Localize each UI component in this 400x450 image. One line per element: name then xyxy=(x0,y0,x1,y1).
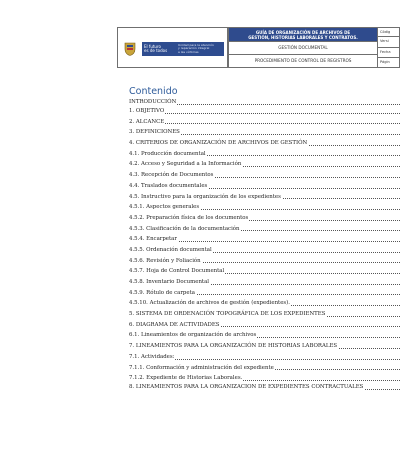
toc-entry[interactable]: 4.5.3. Clasificación de la documentación xyxy=(129,224,400,235)
toc-entry[interactable]: 6. DIAGRAMA DE ACTIVIDADES xyxy=(129,320,400,331)
toc-entry[interactable]: 4.5.1. Aspectos generales xyxy=(129,202,400,213)
toc-entry[interactable]: 4.1. Producción documental xyxy=(129,149,400,160)
metadata-column xyxy=(378,27,400,68)
toc-entry[interactable]: 4.5.5. Ordenación documental xyxy=(129,245,400,256)
toc-entry[interactable]: 8. LINEAMIENTOS PARA LA ORGANIZACIÓN DE EXPEDIENTES CONTRACTUALES xyxy=(129,384,400,391)
toc-entry[interactable]: 4.4. Traslados documentales xyxy=(129,181,400,192)
logo-text-primary: El futuro es de todos xyxy=(144,43,168,53)
toc-entry[interactable]: 4.5.10. Actualización de archivos de gestión (expedientes). xyxy=(129,298,400,309)
logo-cell xyxy=(117,27,228,68)
colombia-crest-icon xyxy=(124,42,136,56)
toc-entry[interactable]: 7.1.2. Expediente de Historias Laborales. xyxy=(129,373,400,384)
document-header-table xyxy=(117,27,400,68)
government-logo-band xyxy=(142,42,224,56)
document-title: GUÍA DE ORGANIZACIÓN DE ARCHIVOS DE GESTIÓN, HISTORIAS LABORALES Y CONTRATOS. xyxy=(228,27,378,42)
toc-entry[interactable]: 7.1.1. Conformación y administración del expediente xyxy=(129,363,400,374)
toc-entry[interactable]: 7.1. Actividades: xyxy=(129,352,400,363)
toc-entry[interactable]: 4.3. Recepción de Documentos xyxy=(129,170,400,181)
toc-entry[interactable]: 4.5.9. Rótulo de carpeta xyxy=(129,288,400,299)
metadata-label-code: Códig xyxy=(378,27,400,37)
toc-heading: Contenido xyxy=(129,86,178,97)
toc-entry[interactable]: 5. SISTEMA DE ORDENACIÓN TOPOGRÁFICA DE LOS EXPEDIENTES xyxy=(129,309,400,320)
toc-entry[interactable]: INTRODUCCIÓN xyxy=(129,98,400,106)
toc-entry[interactable]: 4.2. Acceso y Seguridad a la Información xyxy=(129,159,400,170)
toc-entry[interactable]: 3. DEFINICIONES xyxy=(129,127,400,138)
table-of-contents xyxy=(129,98,400,391)
toc-entry[interactable]: 7. LINEAMIENTOS PARA LA ORGANIZACIÓN DE HISTORIAS LABORALES xyxy=(129,341,400,352)
toc-entry[interactable]: 4.5.7. Hoja de Control Documental xyxy=(129,266,400,277)
toc-entry[interactable]: 4.5.6. Revisión y Foliación xyxy=(129,256,400,267)
toc-entry[interactable]: 4.5.2. Preparación física de los documentos xyxy=(129,213,400,224)
toc-entry[interactable]: 6.1. Lineamientos de organización de archivos xyxy=(129,330,400,341)
toc-entry[interactable]: 4.5.8. Inventario Documental xyxy=(129,277,400,288)
metadata-label-page: Págin xyxy=(378,58,400,68)
toc-entry[interactable]: 4.5.4. Encarpetar xyxy=(129,234,400,245)
procedure-name: PROCEDIMIENTO DE CONTROL DE REGISTROS xyxy=(228,55,378,68)
toc-entry[interactable]: 2. ALCANCE xyxy=(129,117,400,128)
toc-entry[interactable]: 4. CRITERIOS DE ORGANIZACIÓN DE ARCHIVOS DE GESTIÓN xyxy=(129,138,400,149)
metadata-label-date: Fecha xyxy=(378,48,400,58)
toc-entry[interactable]: 4.5. Instructivo para la organización de los expedientes xyxy=(129,192,400,203)
toc-entry[interactable]: 1. OBJETIVO xyxy=(129,106,400,117)
document-subtitle: GESTIÓN DOCUMENTAL xyxy=(228,42,378,55)
metadata-label-version: Versi xyxy=(378,37,400,47)
logo-text-secondary: Unidad para la atención y reparación integral a las víctimas xyxy=(178,42,214,54)
